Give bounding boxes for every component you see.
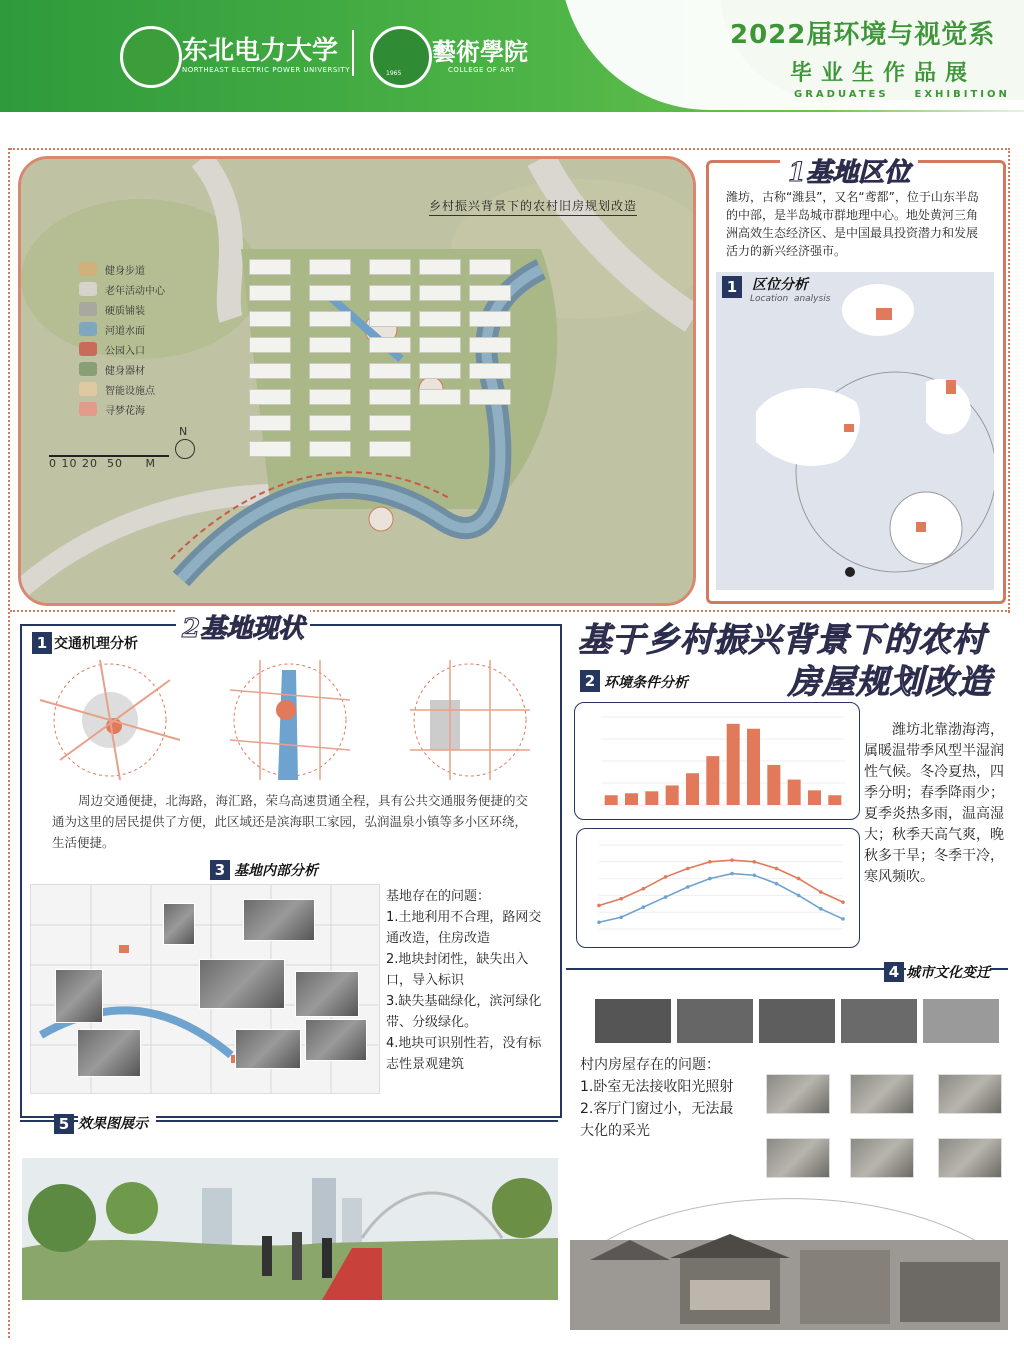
building-block <box>419 259 461 275</box>
building-block <box>469 311 511 327</box>
render-image <box>22 1158 558 1300</box>
building-block <box>469 363 511 379</box>
location-analysis-heading: 区位分析 <box>752 277 808 293</box>
building-block <box>309 415 351 431</box>
building-block <box>249 441 291 457</box>
internal-problem: 2.地块封闭性，缺失出入口，导入标识 <box>386 952 529 988</box>
legend-item: 寻梦花海 <box>79 399 165 419</box>
building-block <box>309 285 351 301</box>
building-block <box>369 311 411 327</box>
series-line <box>599 874 843 923</box>
culture-num: 4 <box>884 962 904 982</box>
internal-heading: 基地内部分析 <box>234 863 318 879</box>
bar <box>706 756 719 805</box>
building-block <box>249 337 291 353</box>
building-block <box>249 415 291 431</box>
internal-problem: 1.土地利用不合理，路网交通改造，住房改造 <box>386 910 542 946</box>
building-block <box>309 389 351 405</box>
traffic-num: 1 <box>32 632 52 654</box>
bar <box>727 724 740 805</box>
building-block <box>249 363 291 379</box>
building-block <box>369 259 411 275</box>
point <box>686 885 690 889</box>
building-block <box>249 285 291 301</box>
aerial-photos <box>594 998 1004 1044</box>
building-block <box>249 389 291 405</box>
point <box>819 890 823 894</box>
legend-item: 河道水面 <box>79 319 165 339</box>
legend-item: 硬质铺装 <box>79 299 165 319</box>
internal-analysis-map <box>30 884 380 1094</box>
point <box>619 897 623 901</box>
building-block <box>369 285 411 301</box>
point <box>819 907 823 911</box>
point <box>841 917 845 921</box>
university-name: 东北电力大学 <box>182 36 339 66</box>
internal-num: 3 <box>210 860 230 880</box>
point <box>664 875 668 879</box>
env-num: 2 <box>580 670 600 692</box>
culture-problems-title: 村内房屋存在的问题： <box>580 1057 720 1073</box>
traffic-heading: 交通机理分析 <box>54 636 138 652</box>
internal-problem: 3.缺失基础绿化，滨河绿化带、分级绿化。 <box>386 994 542 1030</box>
building-block <box>369 363 411 379</box>
bar <box>808 790 821 805</box>
env-heading: 环境条件分析 <box>604 675 688 691</box>
building-block <box>249 311 291 327</box>
legend-item: 健身器材 <box>79 359 165 379</box>
building-block <box>309 363 351 379</box>
location-text: 潍坊，古称“潍县”，又名“鸢都”，位于山东半岛的中部，是半岛城市群地理中心。地处黄河三角洲高效生态经济区、是中国最具投资潜力和发展活力的新兴经济强市。 <box>726 190 979 258</box>
scale-bar: 0 10 20 50 M <box>49 457 156 470</box>
point <box>775 882 779 886</box>
series-line <box>599 860 843 905</box>
point <box>752 873 756 877</box>
point <box>752 860 756 864</box>
site-plan-legend <box>79 259 165 419</box>
header-banner: 东北电力大学 NORTHEAST ELECTRIC POWER UNIVERSITY 1965 藝術學院 COLLEGE OF ART 2022届环境与视觉系 毕业生作品展 GRADUATES EXHIBITION <box>0 0 1024 112</box>
house-photos <box>766 1074 1004 1184</box>
internal-problems <box>386 886 554 1075</box>
point <box>708 860 712 864</box>
building-block <box>369 441 411 457</box>
building-block <box>419 363 461 379</box>
bar <box>605 795 618 805</box>
env-text: 潍坊北靠渤海湾，属暖温带季风型半湿润性气候。冬冷夏热，四季分明；春季降雨少；夏季炎热多雨，温高湿大；秋季天高气爽，晚秋多干旱；冬季干冷，寒风频吹。 <box>864 722 1004 885</box>
main-title-line1: 基于乡村振兴背景下的农村 <box>578 620 986 659</box>
north-arrow-icon <box>175 439 195 459</box>
culture-problems <box>580 1054 740 1142</box>
point <box>597 904 601 908</box>
rainfall-chart <box>574 702 860 820</box>
building-block <box>309 441 351 457</box>
building-block <box>369 337 411 353</box>
point <box>797 894 801 898</box>
render-num: 5 <box>54 1114 74 1134</box>
temperature-chart <box>576 828 860 948</box>
building-block <box>419 337 461 353</box>
legend-item: 公园入口 <box>79 339 165 359</box>
point <box>775 867 779 871</box>
site-plan-caption: 乡村振兴背景下的农村旧房规划改造 <box>429 197 637 216</box>
bar <box>645 791 658 805</box>
bar <box>686 773 699 805</box>
location-map <box>716 272 994 590</box>
point <box>730 872 734 876</box>
university-name-en: NORTHEAST ELECTRIC POWER UNIVERSITY <box>182 66 350 74</box>
legend-item: 智能设施点 <box>79 379 165 399</box>
building-block <box>419 285 461 301</box>
bar <box>747 729 760 805</box>
section-1-title: 1基地区位 <box>780 152 918 189</box>
building-block <box>469 259 511 275</box>
point <box>797 877 801 881</box>
building-block <box>419 311 461 327</box>
point <box>619 915 623 919</box>
traffic-text: 周边交通便捷，北海路，海汇路，荣乌高速贯通全程，具有公共交通服务便捷的交通为这里的居民提供了方便，此区域还是滨海职工家园，弘润温泉小镇等多小区环绕，生活便捷。 <box>52 793 529 850</box>
building-block <box>369 415 411 431</box>
legend-item: 老年活动中心 <box>79 279 165 299</box>
section-2-title: 2基地现状 <box>176 608 310 645</box>
building-block <box>309 311 351 327</box>
exhibition-title: 2022届环境与视觉系 <box>730 20 996 50</box>
point <box>686 867 690 871</box>
culture-collage <box>570 1170 1008 1330</box>
college-name-en: COLLEGE OF ART <box>448 66 515 74</box>
point <box>708 877 712 881</box>
point <box>642 905 646 909</box>
building-block <box>249 259 291 275</box>
bar <box>625 793 638 805</box>
university-logo <box>120 26 182 88</box>
building-block <box>419 389 461 405</box>
main-title-line2: 房屋规划改造 <box>788 662 992 701</box>
exhibition-title-en: GRADUATES EXHIBITION <box>794 89 1010 100</box>
bar <box>666 785 679 805</box>
college-logo <box>370 26 432 88</box>
point <box>642 887 646 891</box>
building-block <box>469 389 511 405</box>
bar <box>788 780 801 805</box>
location-num: 1 <box>722 276 742 298</box>
exhibition-subtitle: 毕业生作品展 <box>790 61 977 86</box>
render-heading: 效果图展示 <box>78 1113 156 1133</box>
point <box>841 900 845 904</box>
building-block <box>469 337 511 353</box>
internal-problem: 4.地块可识别性若，没有标志性景观建筑 <box>386 1036 542 1072</box>
point <box>664 895 668 899</box>
building-block <box>309 259 351 275</box>
college-name: 藝術學院 <box>432 37 528 66</box>
culture-heading: 城市文化变迁 <box>906 962 990 982</box>
culture-problem: 2.客厅门窗过小，无法最大化的采光 <box>580 1101 734 1139</box>
location-analysis-en: Location analysis <box>750 294 831 304</box>
site-plan <box>18 156 696 606</box>
culture-problem: 1.卧室无法接收阳光照射 <box>580 1079 734 1095</box>
bar <box>828 795 841 805</box>
north-label: N <box>179 425 188 438</box>
bar <box>767 765 780 805</box>
building-block <box>369 389 411 405</box>
point <box>597 920 601 924</box>
legend-item: 健身步道 <box>79 259 165 279</box>
point <box>730 858 734 862</box>
traffic-diagrams <box>30 656 550 786</box>
building-block <box>309 337 351 353</box>
building-block <box>469 285 511 301</box>
internal-problems-title: 基地存在的问题： <box>386 889 491 904</box>
